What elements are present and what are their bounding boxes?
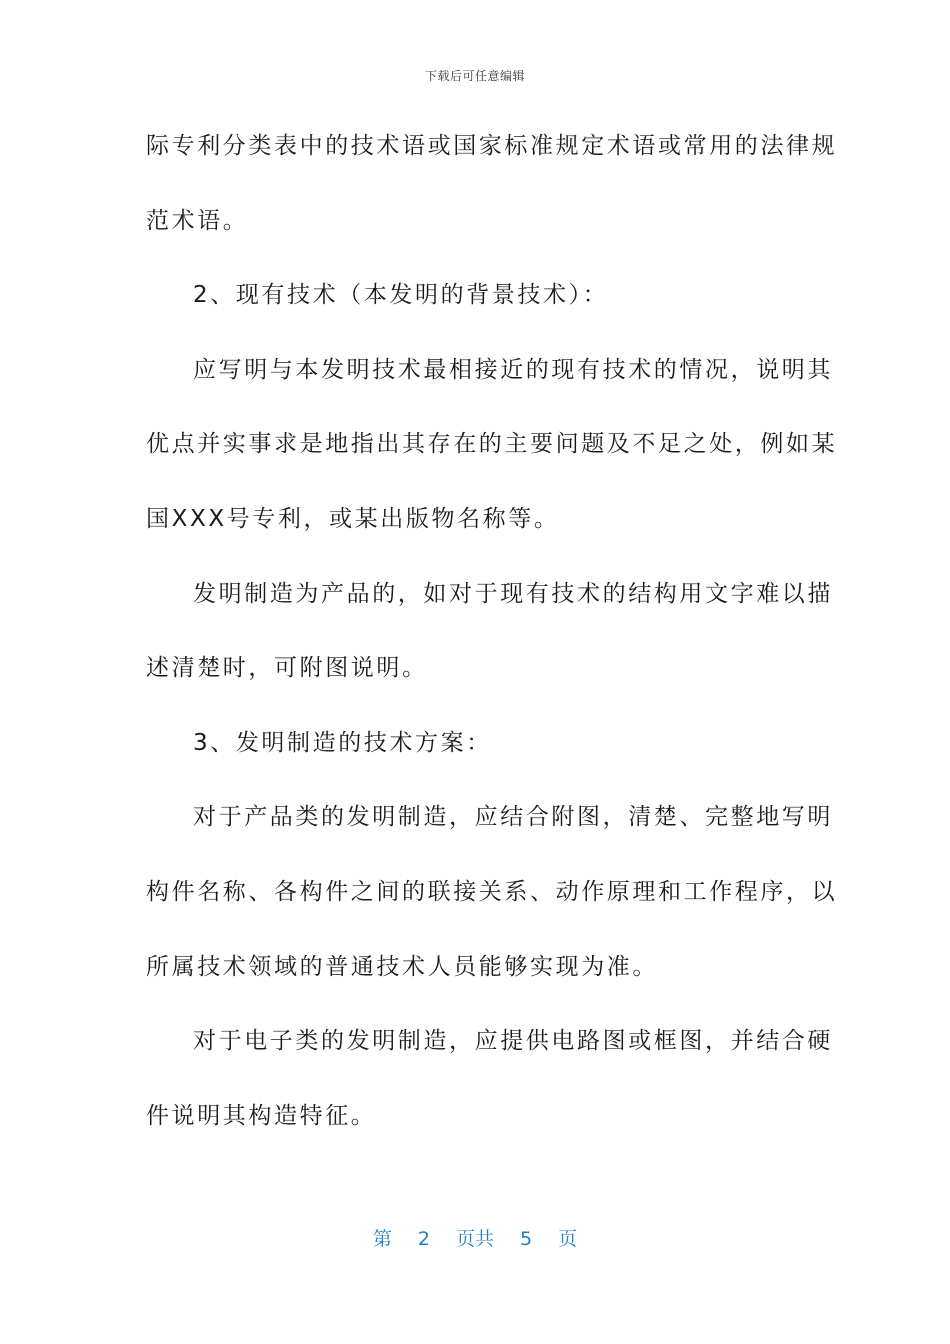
body-line: 优点并实事求是地指出其存在的主要问题及不足之处，例如某 — [146, 431, 838, 458]
section-heading: 2、现有技术（本发明的背景技术）： — [193, 282, 609, 309]
body-line: 国XXX号专利，或某出版物名称等。 — [146, 505, 560, 532]
body-line: 件说明其构造特征。 — [146, 1102, 377, 1129]
body-line: 发明制造为产品的，如对于现有技术的结构用文字难以描 — [193, 580, 833, 607]
body-line: 所属技术领域的普通技术人员能够实现为准。 — [146, 953, 658, 980]
body-line: 构件名称、各构件之间的联接关系、动作原理和工作程序，以 — [146, 878, 838, 905]
current-page-number: 2 — [417, 1228, 430, 1250]
section-heading: 3、发明制造的技术方案： — [193, 729, 492, 756]
body-line: 范术语。 — [146, 207, 249, 234]
body-line: 对于产品类的发明制造，应结合附图，清楚、完整地写明 — [193, 804, 833, 831]
header-note: 下载后可任意编辑 — [424, 69, 525, 83]
page-suffix: 页 — [558, 1228, 578, 1250]
body-line: 述清楚时，可附图说明。 — [146, 655, 428, 682]
body-line: 际专利分类表中的技术语或国家标准规定术语或常用的法律规 — [146, 133, 838, 159]
body-line: 对于电子类的发明制造，应提供电路图或框图，并结合硬 — [193, 1028, 833, 1055]
body-line: 应写明与本发明技术最相接近的现有技术的情况，说明其 — [193, 356, 833, 383]
page-middle: 页共 — [455, 1228, 494, 1250]
page-footer — [0, 1224, 950, 1251]
page-prefix: 第 — [372, 1228, 392, 1250]
total-pages-number: 5 — [520, 1228, 533, 1250]
document-body — [146, 120, 838, 1164]
